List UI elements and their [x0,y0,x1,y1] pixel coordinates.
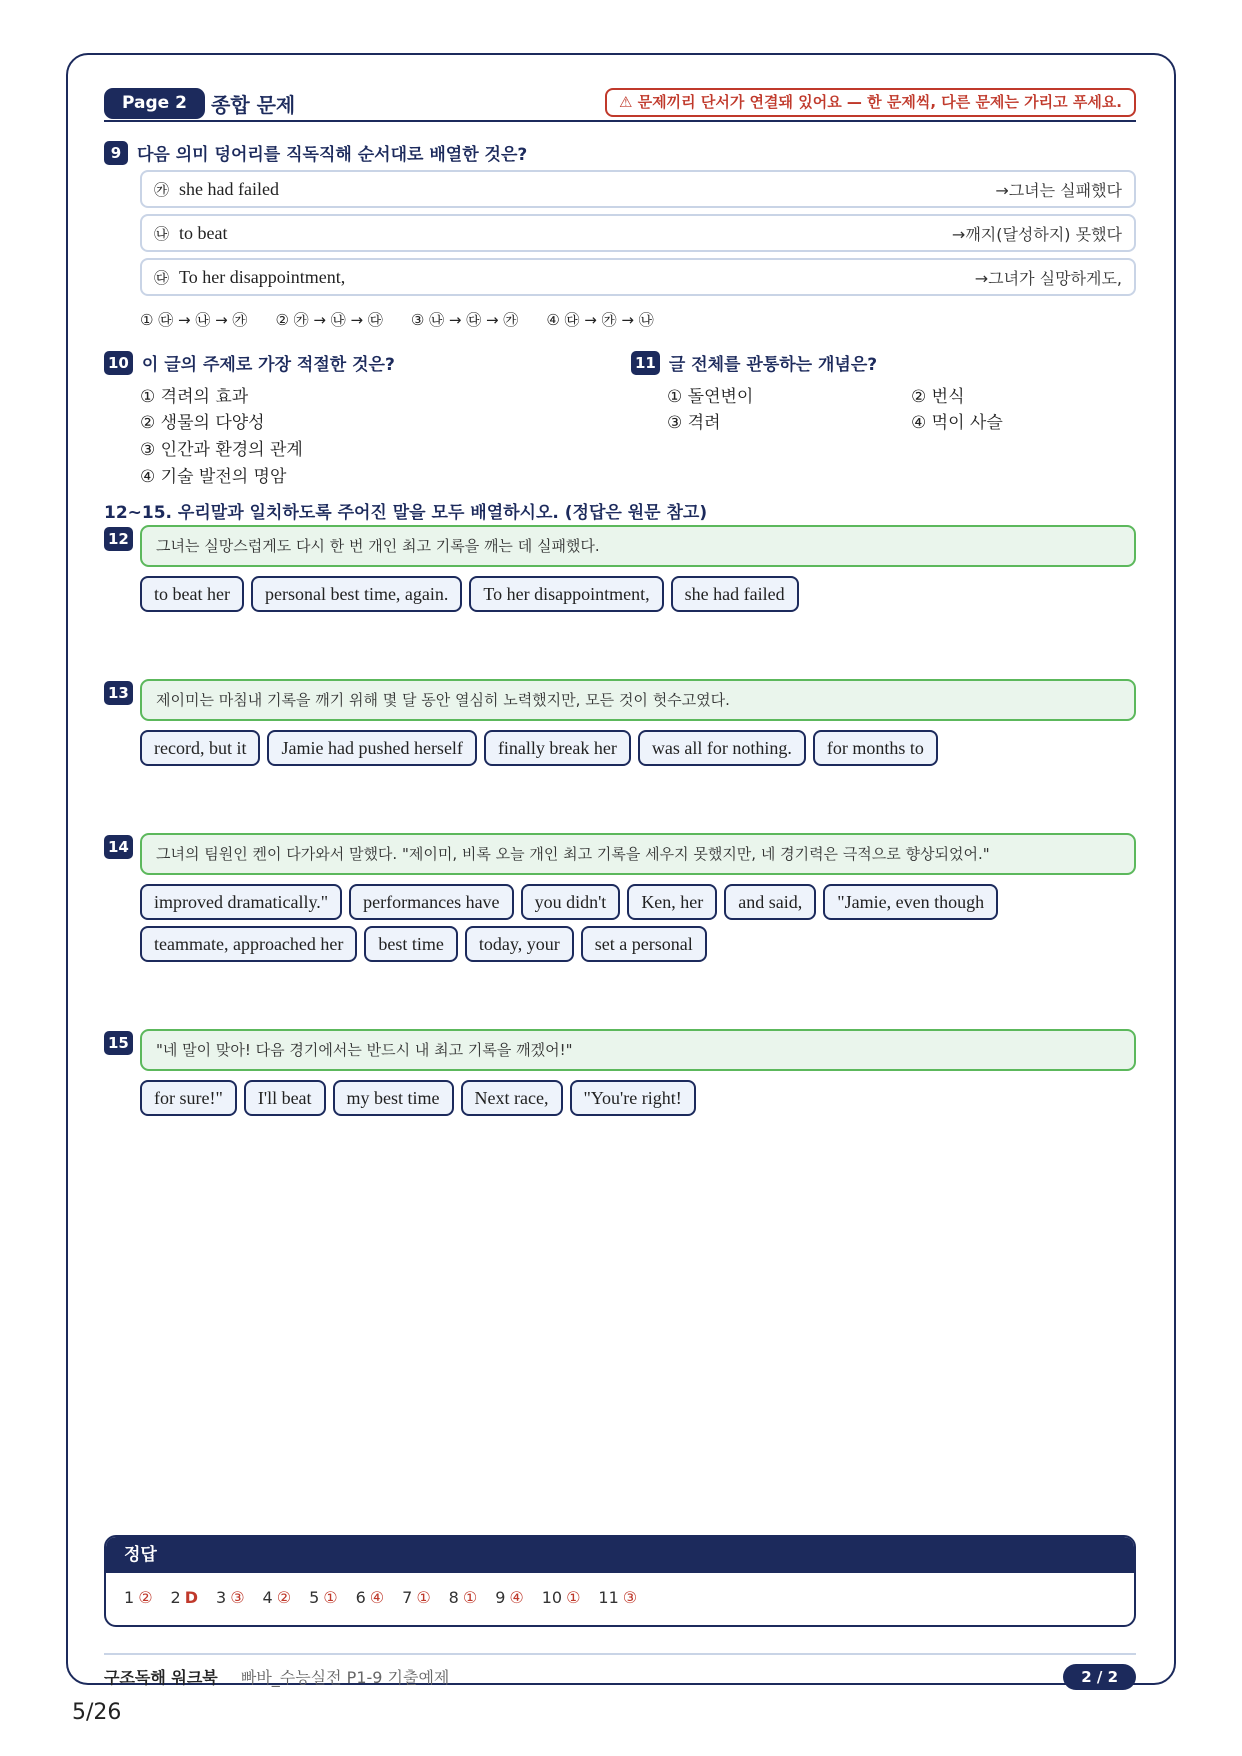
question-number: 12 [104,527,133,551]
option[interactable]: ① 격려의 효과 [140,387,249,407]
word-bank [140,884,998,920]
answer-item: 6 ④ [355,1588,385,1607]
book-title: 구조독해 워크북 [104,1668,218,1687]
answer-item: 9 ④ [495,1588,524,1607]
word-tile[interactable]: for months to [813,730,938,766]
word-tile[interactable]: and said, [724,884,816,920]
chunk-english: To her disappointment, [179,266,346,287]
question-11-title [631,350,877,375]
word-tile[interactable]: today, your [465,926,574,962]
option[interactable]: ② 생물의 다양성 [140,413,265,433]
chunk-row [140,258,1136,296]
page-indicator: 2 / 2 [1063,1664,1136,1690]
chunk-korean: →깨지(달성하지) 못했다 [951,224,1122,244]
question-number: 15 [104,1031,133,1055]
word-tile[interactable]: performances have [349,884,513,920]
footer-divider [104,1653,1136,1655]
word-tile[interactable]: my best time [333,1080,454,1116]
word-tile[interactable]: was all for nothing. [638,730,806,766]
question-number: 10 [104,351,133,375]
option[interactable]: ③ ㉯ → ㉰ → ㉮ [410,311,519,329]
korean-sentence-box: 그녀의 팀원인 켄이 다가와서 말했다. "제이미, 비록 오늘 개인 최고 기록을 세우지 못했지만, 네 경기력은 극적으로 향상되었어." [140,833,1136,875]
word-tile[interactable]: to beat her [140,576,244,612]
page-content [104,88,1136,1687]
answer-item: 10 ① [541,1588,581,1607]
question-number: 11 [631,351,660,375]
word-bank [140,730,938,766]
korean-sentence-box: "네 말이 맞아! 다음 경기에서는 반드시 내 최고 기록을 깨겠어!" [140,1029,1136,1071]
option[interactable]: ④ 기술 발전의 명암 [140,467,287,487]
question-10-title [104,350,395,375]
word-tile[interactable]: set a personal [581,926,707,962]
word-bank [140,926,707,962]
answer-item: 11 ③ [598,1588,638,1607]
answer-item: 3 ③ [216,1588,245,1607]
chunk-english: to beat [179,222,228,243]
chunk-marker: ㉯ [154,224,170,243]
question-text: 글 전체를 관통하는 개념은? [668,355,878,375]
document-page-number: 5/26 [72,1700,122,1725]
word-tile[interactable]: Jamie had pushed herself [267,730,476,766]
answer-list [106,1573,1134,1607]
page-badge: Page 2 [104,88,205,119]
chunk-korean: →그녀가 실망하게도, [974,268,1122,288]
word-tile[interactable]: Ken, her [627,884,717,920]
option[interactable]: ② ㉮ → ㉯ → ㉰ [275,311,383,329]
page-frame [66,53,1176,1685]
chunk-english: she had failed [179,178,279,199]
word-tile[interactable]: "You're right! [570,1080,696,1116]
word-tile[interactable]: she had failed [671,576,799,612]
word-tile[interactable]: best time [364,926,458,962]
chunk-row [140,214,1136,252]
chunk-row [140,170,1136,208]
question-number: 13 [104,681,133,705]
word-tile[interactable]: you didn't [521,884,621,920]
korean-sentence-box: 그녀는 실망스럽게도 다시 한 번 개인 최고 기록을 깨는 데 실패했다. [140,525,1136,567]
option[interactable]: ③ 격려 [667,413,721,433]
word-tile[interactable]: teammate, approached her [140,926,357,962]
question-text: 다음 의미 덩어리를 직독직해 순서대로 배열한 것은? [137,145,528,165]
answer-item: 4 ② [262,1588,292,1607]
footer-info [104,1665,449,1688]
answer-item: 8 ① [448,1588,478,1607]
book-subtitle: 빠바_수능실전 P1-9 기출예제 [240,1668,450,1687]
answer-key [104,1535,1136,1627]
chunk-korean: →그녀는 실패했다 [995,180,1122,200]
chunk-marker: ㉰ [154,268,170,287]
answer-item: 5 ① [309,1588,338,1607]
answer-item: 7 ① [402,1588,431,1607]
page-title: 종합 문제 [211,93,296,117]
answer-item: 2 D [170,1588,198,1607]
question-9-title [104,140,527,165]
korean-sentence-box: 제이미는 마침내 기록을 깨기 위해 몇 달 동안 열심히 노력했지만, 모든 것이 헛수고였다. [140,679,1136,721]
option[interactable]: ③ 인간과 환경의 관계 [140,440,303,460]
answer-key-title: 정답 [106,1537,1134,1573]
word-tile[interactable]: I'll beat [244,1080,326,1116]
question-text: 이 글의 주제로 가장 적절한 것은? [141,355,395,375]
word-tile[interactable]: Next race, [461,1080,563,1116]
chunk-marker: ㉮ [154,180,170,199]
warning-notice: ⚠ 문제끼리 단서가 연결돼 있어요 — 한 문제씩, 다른 문제는 가리고 푸세요. [605,88,1136,117]
page-header [104,88,1136,122]
option[interactable]: ① ㉰ → ㉯ → ㉮ [140,311,248,329]
option[interactable]: ① 돌연변이 [667,387,754,407]
word-tile[interactable]: finally break her [484,730,631,766]
question-number: 9 [104,141,128,165]
option[interactable]: ④ ㉰ → ㉮ → ㉯ [546,311,654,329]
word-tile[interactable]: "Jamie, even though [823,884,998,920]
option[interactable]: ④ 먹이 사슬 [911,413,1003,433]
word-tile[interactable]: improved dramatically." [140,884,342,920]
question-number: 14 [104,835,133,859]
word-tile[interactable]: for sure!" [140,1080,237,1116]
question-9-options [140,309,654,330]
word-bank [140,576,799,612]
option[interactable]: ② 번식 [911,387,965,407]
word-tile[interactable]: personal best time, again. [251,576,462,612]
word-bank [140,1080,696,1116]
section-title: 12~15. 우리말과 일치하도록 주어진 말을 모두 배열하시오. (정답은 원문 참고) [104,503,708,523]
answer-item: 1 ② [124,1588,153,1607]
word-tile[interactable]: To her disappointment, [469,576,663,612]
word-tile[interactable]: record, but it [140,730,260,766]
